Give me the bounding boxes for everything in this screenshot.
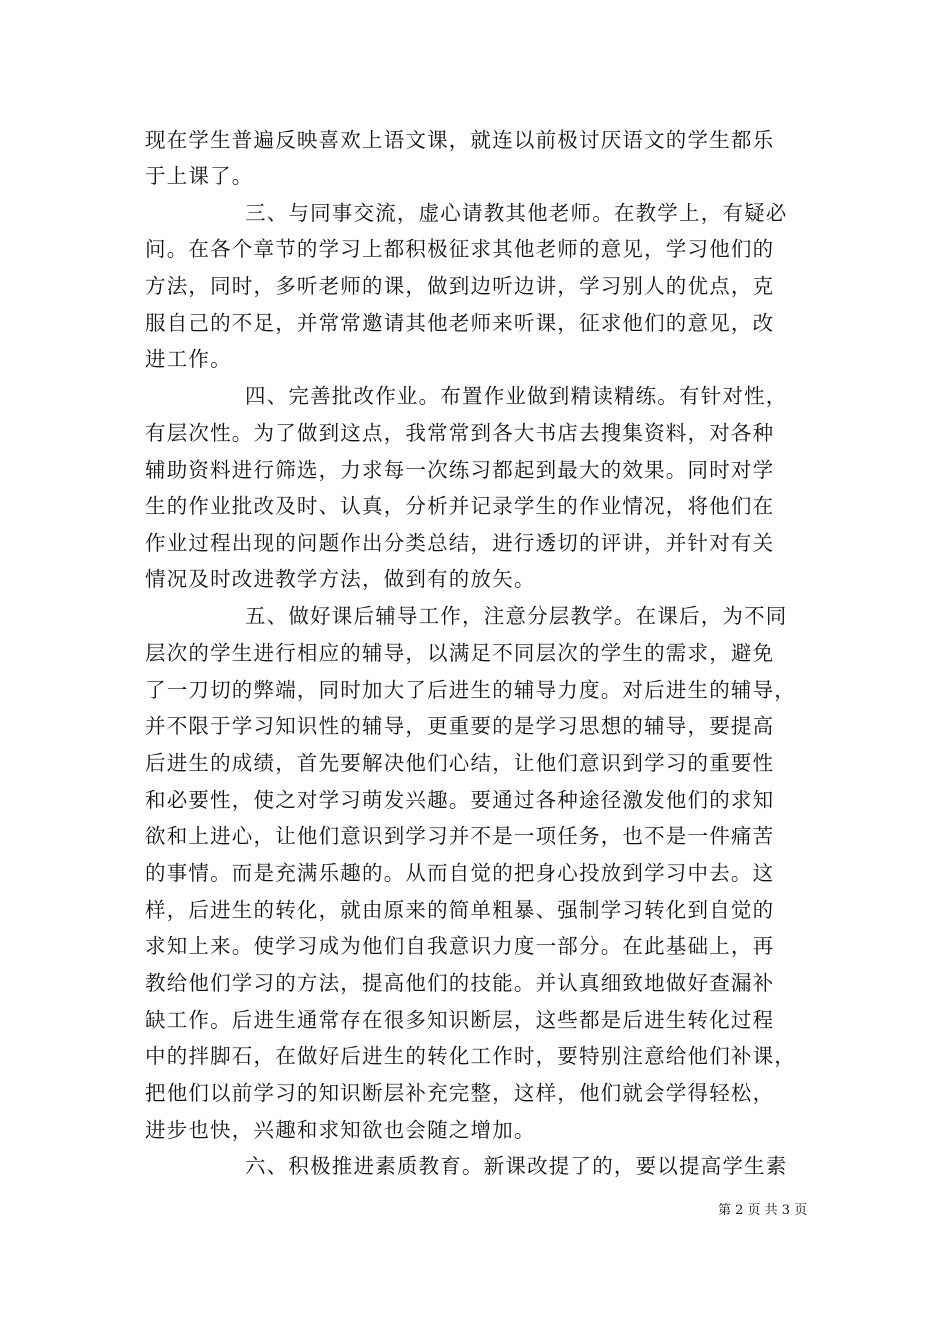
text-line: 教给他们学习的方法，提高他们的技能。并认真细致地做好查漏补 — [145, 971, 775, 995]
text-line: 的事情。而是充满乐趣的。从而自觉的把身心投放到学习中去。这 — [145, 861, 775, 885]
text-line: 辅助资料进行筛选，力求每一次练习都起到最大的效果。同时对学 — [145, 458, 775, 482]
text-line: 生的作业批改及时、认真，分析并记录学生的作业情况，将他们在 — [145, 494, 775, 518]
paragraph-start-line: 五、做好课后辅导工作，注意分层教学。在课后，为不同 — [245, 604, 788, 628]
text-line: 进工作。 — [145, 347, 232, 371]
paragraph-start-line: 三、与同事交流，虚心请教其他老师。在教学上，有疑必 — [245, 201, 788, 225]
text-line: 后进生的成绩，首先要解决他们心结，让他们意识到学习的重要性 — [145, 751, 775, 775]
text-line: 于上课了。 — [145, 164, 254, 188]
text-line: 服自己的不足，并常常邀请其他老师来听课，征求他们的意见，改 — [145, 311, 775, 335]
paragraph-start-line: 六、积极推进素质教育。新课改提了的，要以提高学生素 — [245, 1154, 788, 1178]
text-line: 进步也快，兴趣和求知欲也会随之增加。 — [145, 1118, 536, 1142]
text-line: 把他们以前学习的知识断层补充完整，这样，他们就会学得轻松， — [145, 1081, 775, 1105]
text-line: 问。在各个章节的学习上都积极征求其他老师的意见，学习他们的 — [145, 237, 775, 261]
text-line: 现在学生普遍反映喜欢上语文课，就连以前极讨厌语文的学生都乐 — [145, 128, 775, 152]
page-number-footer: 第 2 页 共 3 页 — [718, 1203, 808, 1218]
text-line: 作业过程出现的问题作出分类总结，进行透切的评讲，并针对有关 — [145, 531, 775, 555]
text-line: 和必要性，使之对学习萌发兴趣。要通过各种途径激发他们的求知 — [145, 788, 775, 812]
text-line: 并不限于学习知识性的辅导，更重要的是学习思想的辅导，要提高 — [145, 714, 775, 738]
text-line: 了一刀切的弊端，同时加大了后进生的辅导力度。对后进生的辅导， — [145, 678, 796, 702]
text-line: 缺工作。后进生通常存在很多知识断层，这些都是后进生转化过程 — [145, 1008, 775, 1032]
text-line: 样，后进生的转化，就由原来的简单粗暴、强制学习转化到自觉的 — [145, 898, 775, 922]
text-line: 求知上来。使学习成为他们自我意识力度一部分。在此基础上，再 — [145, 934, 775, 958]
paragraph-start-line: 四、完善批改作业。布置作业做到精读精练。有针对性， — [245, 384, 788, 408]
text-line: 有层次性。为了做到这点，我常常到各大书店去搜集资料，对各种 — [145, 421, 775, 445]
text-line: 情况及时改进教学方法，做到有的放矢。 — [145, 567, 536, 591]
text-line: 中的拌脚石，在做好后进生的转化工作时，要特别注意给他们补课， — [145, 1044, 796, 1068]
text-line: 欲和上进心，让他们意识到学习并不是一项任务，也不是一件痛苦 — [145, 824, 775, 848]
text-line: 层次的学生进行相应的辅导，以满足不同层次的学生的需求，避免 — [145, 641, 775, 665]
text-line: 方法，同时，多听老师的课，做到边听边讲，学习别人的优点，克 — [145, 274, 775, 298]
